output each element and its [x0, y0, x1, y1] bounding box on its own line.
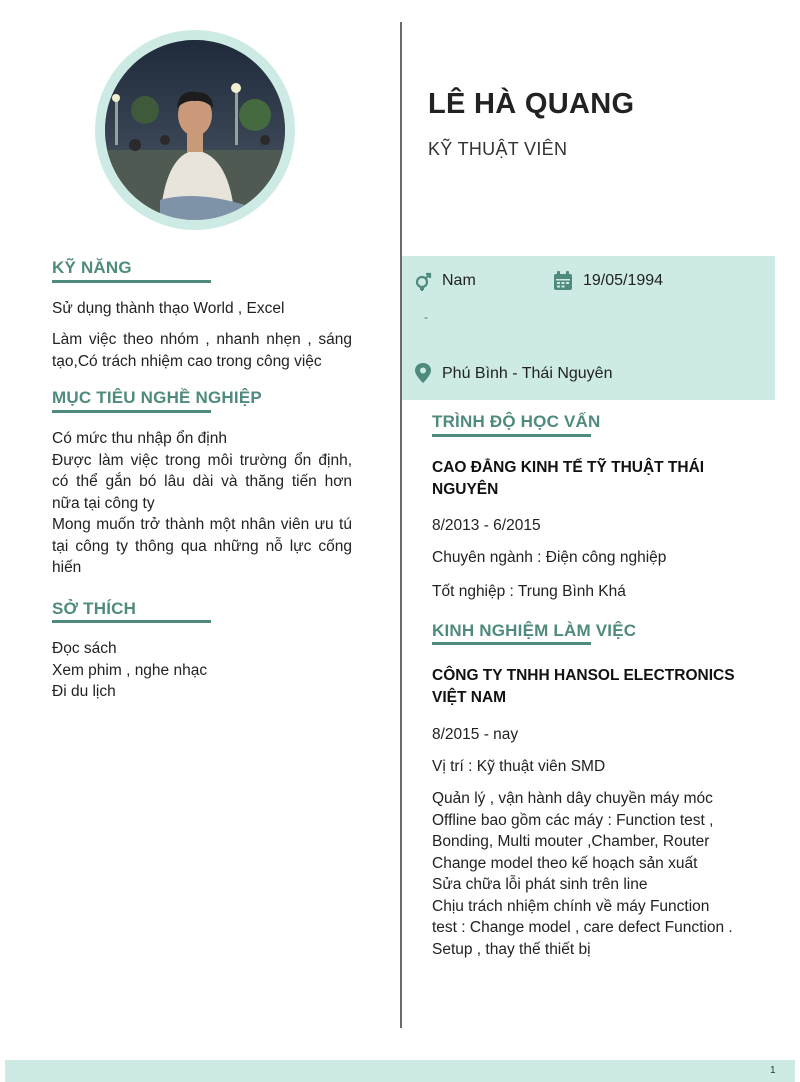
person-name: LÊ HÀ QUANG: [428, 88, 635, 120]
experience-period: 8/2015 - nay: [432, 726, 519, 743]
duty-line: test : Change model , care defect Function .: [432, 919, 733, 936]
experience-underline: [432, 642, 591, 645]
avatar-photo: [105, 40, 285, 220]
page-number: 1: [770, 1065, 776, 1076]
education-grade: Tốt nghiệp : Trung Bình Khá: [432, 583, 626, 600]
hobbies-list: [52, 638, 352, 703]
education-underline: [432, 434, 591, 437]
objective-title: MỤC TIÊU NGHỀ NGHIỆP: [52, 388, 262, 407]
birthdate-value: 19/05/1994: [583, 272, 664, 289]
skills-title: KỸ NĂNG: [52, 258, 132, 277]
education-major: Chuyên ngành : Điện công nghiệp: [432, 549, 667, 566]
objective-underline: [52, 410, 211, 413]
calendar-icon: [553, 271, 573, 291]
empty-field-dash: -: [424, 310, 428, 324]
hobby-item: Xem phim , nghe nhạc: [52, 661, 208, 679]
education-title: TRÌNH ĐỘ HỌC VẤN: [432, 412, 601, 431]
hobbies-title: SỞ THÍCH: [52, 599, 137, 618]
duty-line: Change model theo kế hoạch sản xuất: [432, 854, 698, 872]
gender-value: Nam: [442, 272, 476, 289]
duty-line: Offline bao gồm các máy : Function test ,: [432, 811, 714, 829]
location-pin-icon: [413, 363, 433, 383]
skill-item: Làm việc theo nhóm , nhanh nhẹn , sáng tạo,Có trách nhiệm cao trong công việc: [52, 331, 352, 370]
objective-line: Có mức thu nhập ổn định: [52, 430, 227, 447]
hobby-item: Đi du lịch: [52, 683, 116, 700]
experience-position: Vị trí : Kỹ thuật viên SMD: [432, 758, 606, 775]
duty-line: Chịu trách nhiệm chính về máy Function: [432, 897, 710, 915]
duty-line: Bonding, Multi mouter ,Chamber, Router: [432, 833, 710, 850]
hobby-item: Đọc sách: [52, 640, 117, 657]
education-period: 8/2013 - 6/2015: [432, 517, 541, 534]
column-divider: [400, 22, 402, 1028]
objective-line: Mong muốn trở thành một nhân viên ưu tú tại công ty thông qua những nỗ lực cống hiến: [52, 516, 352, 576]
skills-underline: [52, 280, 211, 283]
objective-text: [52, 428, 352, 579]
experience-duties: [432, 788, 772, 960]
objective-line: Được làm việc trong môi trường ổn định, có thể gắn bó lâu dài và thăng tiến hơn nữa tại công ty: [52, 451, 352, 512]
duty-line: Sửa chữa lỗi phát sinh trên line: [432, 876, 648, 893]
duty-line: Quản lý , vận hành dây chuyền máy móc: [432, 790, 713, 807]
address-value: Phú Bình - Thái Nguyên: [442, 365, 613, 382]
avatar: [105, 40, 285, 220]
hobbies-underline: [52, 620, 211, 623]
job-title: KỸ THUẬT VIÊN: [428, 139, 568, 159]
company-name: CÔNG TY TNHH HANSOL ELECTRONICS VIỆT NAM: [432, 667, 735, 706]
experience-title: KINH NGHIỆM LÀM VIỆC: [432, 621, 637, 640]
school-name: CAO ĐẲNG KINH TẾ TỸ THUẬT THÁI NGUYÊN: [432, 459, 705, 498]
skill-item: Sử dụng thành thạo World , Excel: [52, 300, 285, 317]
duty-line: Setup , thay thế thiết bị: [432, 940, 591, 958]
footer-bar: [5, 1060, 795, 1082]
gender-icon: [413, 271, 433, 291]
